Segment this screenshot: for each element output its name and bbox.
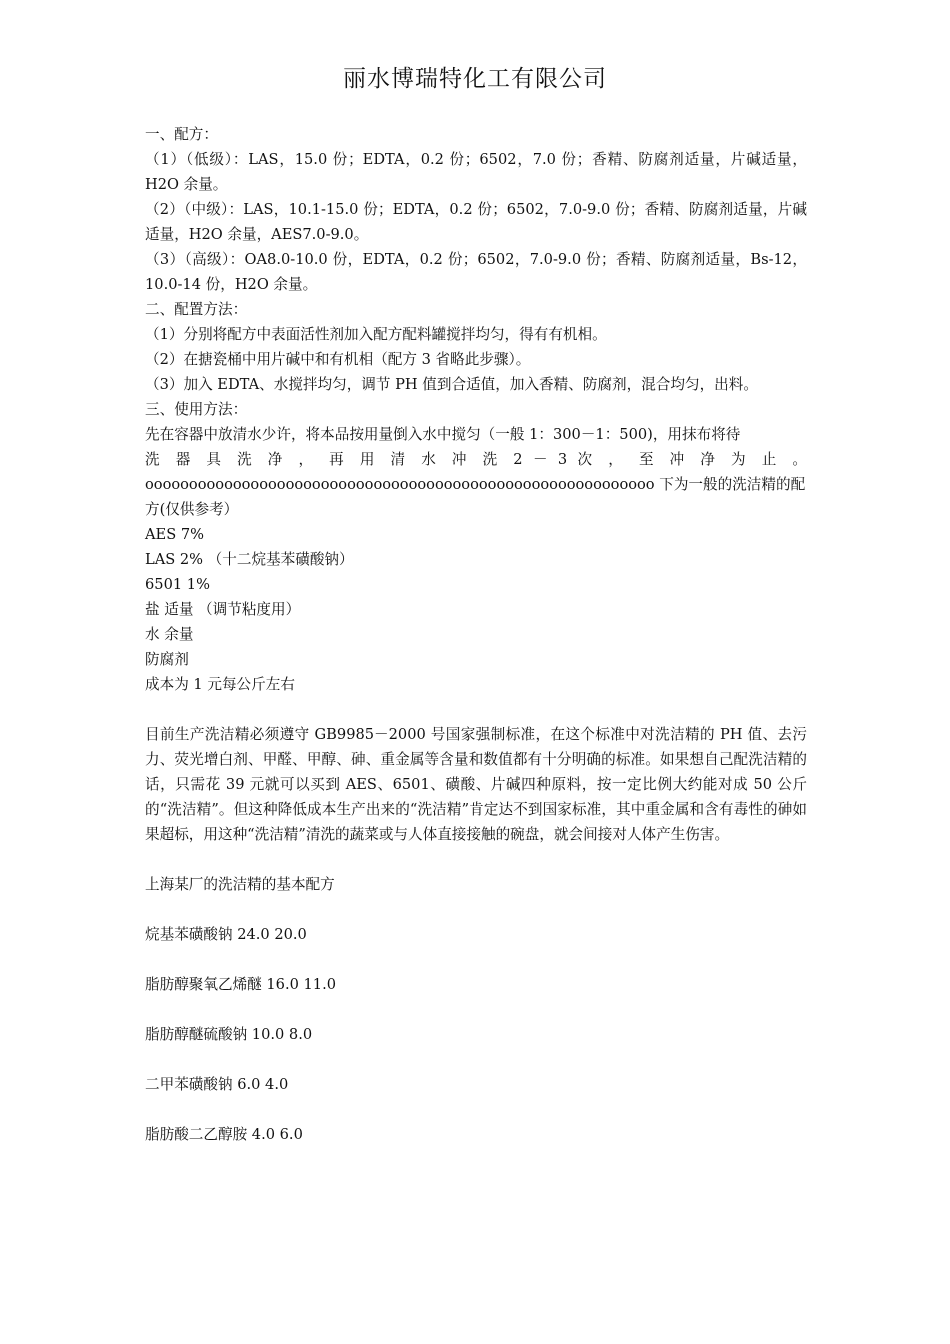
- shanghai-item: 脂肪醇聚氧乙烯醚 16.0 11.0: [145, 976, 337, 993]
- shanghai-item: 脂肪醇醚硫酸钠 10.0 8.0: [145, 1026, 313, 1043]
- method-step-3: （3）加入 EDTA、水搅拌均匀，调节 PH 值到合适值，加入香精、防腐剂，混合均匀，出料。: [145, 376, 758, 393]
- spacer: [145, 697, 807, 722]
- spacer: [145, 847, 807, 872]
- usage-line-3: oooooooooooooooooooooooooooooooooooooooooooooooooooooooooo 下为一般的洗洁精的配方(仅供参考）: [145, 476, 806, 518]
- formula-line: 成本为 1 元每公斤左右: [145, 676, 295, 693]
- formula-line: 水 余量: [145, 626, 194, 643]
- formula-line: LAS 2% （十二烷基苯磺酸钠）: [145, 551, 354, 568]
- method-step-2: （2）在搪瓷桶中用片碱中和有机相（配方 3 省略此步骤）。: [145, 351, 531, 368]
- company-title: 丽水博瑞特化工有限公司: [343, 66, 607, 92]
- shanghai-item: 二甲苯磺酸钠 6.0 4.0: [145, 1076, 289, 1093]
- formula-item-3: （3）（高级）：OA8.0-10.0 份，EDTA，0.2 份；6502，7.0-9.0 份；香精、防腐剂适量，Bs-12，10.0-14 份，H2O 余量。: [145, 251, 807, 293]
- section2-heading: 二、配置方法：: [145, 301, 248, 318]
- spacer: [145, 997, 807, 1022]
- spacer: [145, 1047, 807, 1072]
- spacer: [145, 897, 807, 922]
- shanghai-item: 烷基苯磺酸钠 24.0 20.0: [145, 926, 307, 943]
- usage-line-1: 先在容器中放清水少许，将本品按用量倒入水中搅匀（一般 1：300－1：500)，用抹布将待: [145, 426, 741, 443]
- section3-heading: 三、使用方法：: [145, 401, 248, 418]
- spacer: [145, 947, 807, 972]
- shanghai-item: 脂肪酸二乙醇胺 4.0 6.0: [145, 1126, 303, 1143]
- formula-line: 防腐剂: [145, 651, 189, 668]
- spacer: [145, 1097, 807, 1122]
- document-body: [145, 122, 807, 1147]
- formula-item-1: （1）（低级）：LAS，15.0 份；EDTA，0.2 份；6502，7.0 份；香精、防腐剂适量，片碱适量，H2O 余量。: [145, 151, 807, 193]
- formula-line: AES 7%: [145, 526, 204, 543]
- usage-line-2: 洗 器 具 洗 净 ， 再 用 清 水 冲 洗 2 － 3 次 ， 至 冲 净 为 止 。: [145, 451, 807, 468]
- formula-line: 盐 适量 （调节粘度用）: [145, 601, 301, 618]
- formula-line: 6501 1%: [145, 576, 210, 593]
- section1-heading: 一、配方：: [145, 126, 218, 143]
- shanghai-heading: 上海某厂的洗洁精的基本配方: [145, 876, 335, 893]
- formula-item-2: （2）（中级）：LAS，10.1-15.0 份；EDTA，0.2 份；6502，7.0-9.0 份；香精、防腐剂适量，片碱适量，H2O 余量，AES7.0-9.0。: [145, 201, 807, 243]
- method-step-1: （1）分别将配方中表面活性剂加入配方配料罐搅拌均匀，得有有机相。: [145, 326, 607, 343]
- standard-paragraph: 目前生产洗洁精必须遵守 GB9985－2000 号国家强制标准，在这个标准中对洗洁精的 PH 值、去污力、荧光增白剂、甲醛、甲醇、砷、重金属等含量和数值都有十分明确的标准。如果想自己配洗洁精的话，只需花 39 元就可以买到 AES、6501、磺酸、片碱四种原料，按一定比例大约能对成 50 公斤的“洗洁精”。但这种降低成本生产出来的“洗洁精”肯定达不到国家标准，其中重金属和含有毒性的砷如果超标，用这种“洗洁精”清洗的蔬菜或与人体直接接触的碗盘，就会间接对人体产生伤害。: [145, 726, 807, 843]
